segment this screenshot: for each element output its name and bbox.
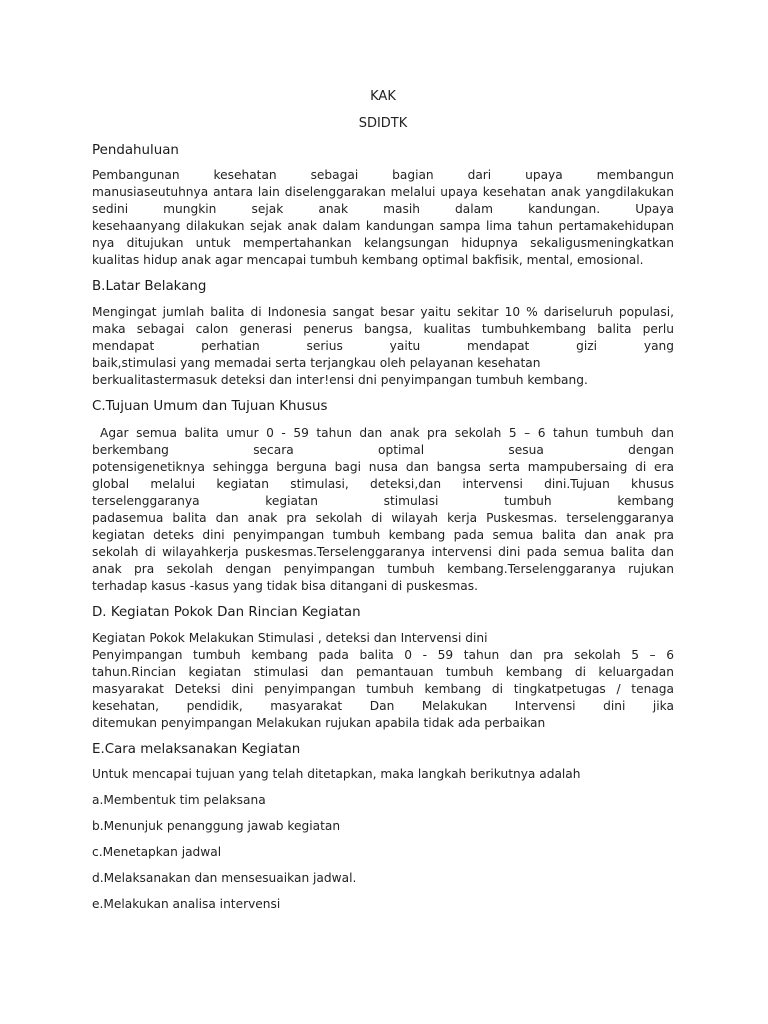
text-line: terselenggaranya kegiatan stimulasi tumbuh kembang [92,494,674,508]
text-line: Pembangunan kesehatan sebagai bagian dari upaya membangun [92,168,674,182]
text-line: nya ditujukan untuk mempertahankan kelangsungan hidupnya sekaligusmeningkatkan [92,236,674,250]
text-line: kesehatan, pendidik, masyarakat Dan Melakukan Intervensi dini jika [92,699,674,713]
text-line: sedini mungkin sejak anak masih dalam kandungan. Upaya [92,202,674,216]
heading-latar-belakang: B.Latar Belakang [92,279,207,294]
document-subtitle: SDIDTK [358,116,408,131]
text-line: Mengingat jumlah balita di Indonesia sangat besar yaitu sekitar 10 % dariseluruh populasi, [92,305,674,319]
heading-tujuan: C.Tujuan Umum dan Tujuan Khusus [92,399,328,414]
text-line: manusiaseutuhnya antara lain diselenggarakan melalui upaya kesehatan anak yangdilakukan [92,185,674,199]
text-line: Penyimpangan tumbuh kembang pada balita 0 - 59 tahun dan pra sekolah 5 – 6 [92,648,674,662]
heading-pendahuluan: Pendahuluan [92,143,179,158]
paragraph-latar-belakang [92,304,674,389]
paragraph-pendahuluan [92,167,674,269]
text-line: kualitas hidup anak agar mencapai tumbuh kembang optimal bakfisik, mental, emosional. [92,253,644,267]
heading-cara-melaksanakan: E.Cara melaksanakan Kegiatan [92,742,301,757]
text-line: terhadap kasus -kasus yang tidak bisa ditangani di puskesmas. [92,579,478,593]
text-line: mendapat perhatian serius yaitu mendapat gizi yang [92,339,674,353]
paragraph-tujuan [92,425,674,595]
heading-kegiatan: D. Kegiatan Pokok Dan Rincian Kegiatan [92,605,361,620]
text-line: Kegiatan Pokok Melakukan Stimulasi , deteksi dan Intervensi dini [92,631,488,645]
text-line: ditemukan penyimpangan Melakukan rujukan apabila tidak ada perbaikan [92,716,546,730]
text-line: masyarakat Deteksi dini penyimpangan tumbuh kembang di tingkatpetugas / tenaga [92,682,674,696]
text-line: baik,stimulasi yang memadai serta terjangkau oleh pelayanan kesehatan [92,356,541,370]
document-page [92,0,674,913]
text-line: berkembang secara optimal sesua dengan [92,443,674,457]
list-item: d.Melaksanakan dan mensesuaikan jadwal. [92,871,357,885]
text-line: potensigenetiknya sehingga berguna bagi nusa dan bangsa serta mampubersaing di era [92,460,674,474]
text-line: global melalui kegiatan stimulasi, deteksi,dan intervensi dini.Tujuan khusus [92,477,674,491]
list-item: b.Menunjuk penanggung jawab kegiatan [92,819,341,833]
cara-intro: Untuk mencapai tujuan yang telah ditetapkan, maka langkah berikutnya adalah [92,767,581,781]
document-title: KAK [370,89,396,104]
list-item: e.Melakukan analisa intervensi [92,897,281,911]
text-line: kesehaanyang dilakukan sejak anak dalam kandungan sampa lima tahun pertamakehidupan [92,219,674,233]
text-line: padasemua balita dan anak pra sekolah di wilayah kerja Puskesmas. terselenggaranya [92,511,674,525]
paragraph-kegiatan [92,630,674,732]
text-line: Agar semua balita umur 0 - 59 tahun dan anak pra sekolah 5 – 6 tahun tumbuh dan [100,426,674,440]
text-line: anak pra sekolah dengan penyimpangan tumbuh kembang.Terselenggaranya rujukan [92,562,674,576]
text-line: tahun.Rincian kegiatan stimulasi dan pemantauan tumbuh kembang di keluargadan [92,665,674,679]
text-line: sekolah di wilayahkerja puskesmas.Terselenggaranya intervensi dini pada semua balita dan [92,545,674,559]
text-line: maka sebagai calon generasi penerus bangsa, kualitas tumbuhkembang balita perlu [92,322,674,336]
list-item: a.Membentuk tim pelaksana [92,793,266,807]
list-item: c.Menetapkan jadwal [92,845,222,859]
text-line: kegiatan deteks dini penyimpangan tumbuh kembang pada semua balita dan anak pra [92,528,674,542]
text-line: berkualitastermasuk deteksi dan inter!ensi dni penyimpangan tumbuh kembang. [92,373,588,387]
